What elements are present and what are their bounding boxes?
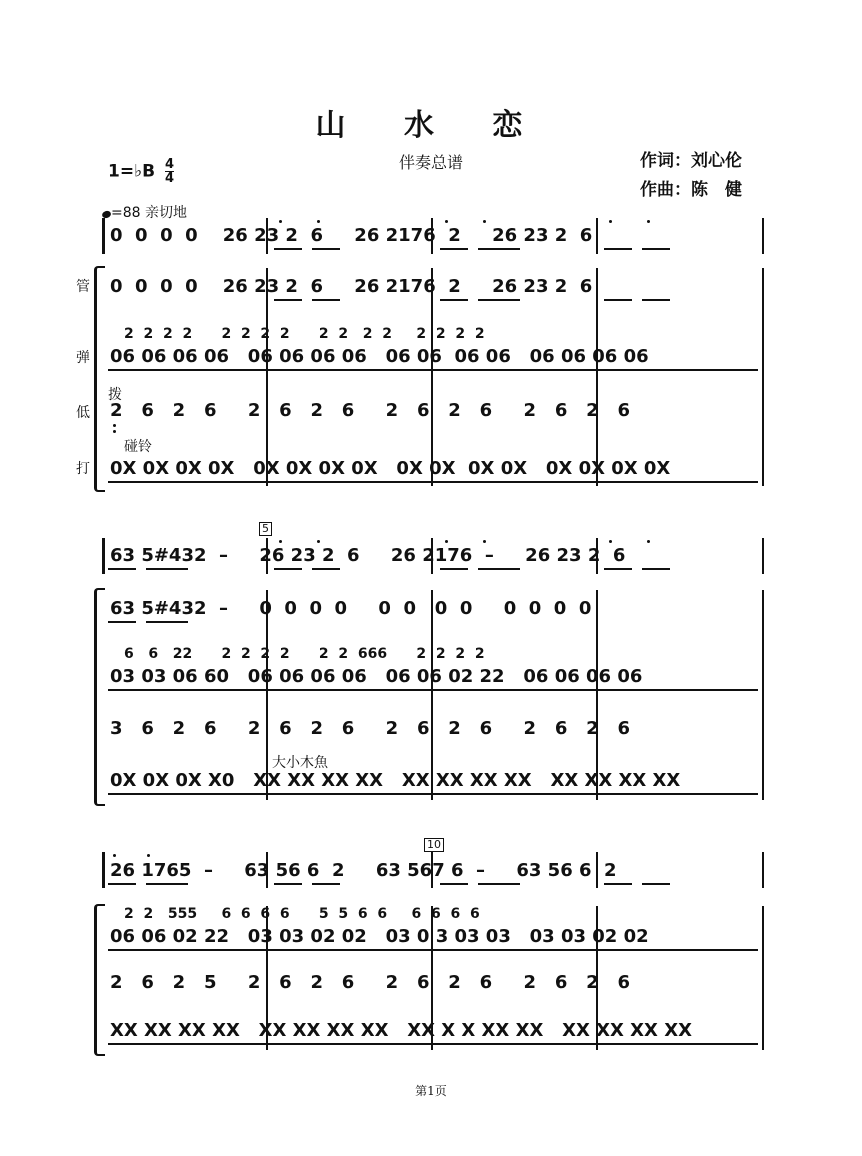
octave-dot — [317, 540, 320, 543]
barline — [266, 268, 268, 486]
octave-dot — [279, 220, 282, 223]
beam — [604, 883, 632, 885]
beam — [312, 248, 340, 250]
time-bottom: 4 — [164, 171, 175, 186]
tan-row: 03 03 06 60 06 06 06 06 06 06 02 22 06 06 06 06 — [110, 666, 643, 687]
beam — [642, 248, 670, 250]
di-row: 2 6 2 5 2 6 2 6 2 6 2 6 2 6 2 6 — [110, 972, 630, 993]
tan-row: 06 06 02 22 03 03 02 02 03 0 3 03 03 03 03 02 02 — [110, 926, 649, 947]
system-2-top-bar — [102, 538, 105, 574]
guan-row: 0 0 0 0 26 23 2 6 26 2176 2 26 23 2 6 — [110, 276, 593, 297]
beam — [146, 883, 188, 885]
barline — [596, 268, 598, 486]
beam — [312, 299, 340, 301]
beam-row — [108, 1043, 758, 1045]
time-signature — [165, 158, 174, 185]
beam — [478, 883, 520, 885]
beam — [478, 248, 520, 250]
instrument-label-tan: 弹 — [76, 350, 90, 366]
pluck-annotation: 拨 — [108, 387, 122, 403]
octave-dot — [609, 220, 612, 223]
octave-dot — [113, 430, 116, 433]
instrument-label-di: 低 — [76, 405, 90, 421]
tempo-marking — [102, 202, 187, 222]
beam-row — [108, 949, 758, 951]
melody-row: 63 5#432 – 26 23 2 6 26 2176 – 26 23 2 6 — [110, 545, 626, 566]
barline — [762, 906, 764, 1050]
tan-upper-row: 2 2 555 6 6 6 6 5 5 6 6 6 6 6 6 — [124, 906, 480, 922]
octave-dot — [113, 424, 116, 427]
beam — [274, 883, 302, 885]
beam — [274, 568, 302, 570]
beam — [478, 568, 520, 570]
beam — [312, 883, 340, 885]
beam — [642, 299, 670, 301]
system-1-top-bar — [102, 218, 105, 254]
key-signature — [108, 158, 174, 185]
beam — [642, 883, 670, 885]
barline — [596, 218, 598, 254]
system-2-bracket — [94, 588, 105, 806]
beam — [478, 299, 520, 301]
beam-row — [108, 793, 758, 795]
beam — [604, 299, 632, 301]
barline — [762, 538, 764, 574]
octave-dot — [609, 540, 612, 543]
beam — [604, 248, 632, 250]
barline — [266, 590, 268, 800]
rehearsal-mark-10: 10 — [424, 838, 444, 852]
beam — [108, 621, 136, 623]
instrument-label-guan: 管 — [76, 279, 90, 295]
barline — [762, 268, 764, 486]
woodblock-annotation: 大小木魚 — [272, 755, 328, 771]
key-label: 1=♭B — [108, 161, 156, 182]
barline — [431, 590, 433, 800]
octave-dot — [483, 220, 486, 223]
octave-dot — [647, 540, 650, 543]
instrument-label-da: 打 — [76, 461, 90, 477]
beam-row — [108, 481, 758, 483]
beam — [440, 883, 468, 885]
beam — [312, 568, 340, 570]
beam — [274, 299, 302, 301]
octave-dot — [113, 854, 116, 857]
barline — [431, 268, 433, 486]
da-row: XX XX XX XX XX XX XX XX XX X X XX XX XX XX XX XX — [110, 1020, 692, 1041]
beam-row — [108, 369, 758, 371]
tan-upper-row: 6 6 22 2 2 2 2 2 2 666 2 2 2 2 — [124, 646, 485, 662]
lyricist-credit: 作词：刘心伦 — [640, 151, 742, 171]
tan-row: 06 06 06 06 06 06 06 06 06 06 06 06 06 06 06 06 — [110, 346, 649, 367]
rehearsal-mark-5: 5 — [259, 522, 272, 536]
barline — [762, 852, 764, 888]
octave-dot — [445, 540, 448, 543]
barline — [762, 590, 764, 800]
tan-upper-row: 2 2 2 2 2 2 2 2 2 2 2 2 2 2 2 2 — [124, 326, 485, 342]
composer-credit: 作曲：陈 健 — [640, 180, 742, 200]
tempo-text: =88 亲切地 — [111, 205, 187, 221]
octave-dot — [647, 220, 650, 223]
beam — [108, 568, 136, 570]
octave-dot — [279, 540, 282, 543]
octave-dot — [483, 540, 486, 543]
beam-row — [108, 689, 758, 691]
beam — [440, 568, 468, 570]
beam — [440, 299, 468, 301]
da-row: 0X 0X 0X X0 XX XX XX XX XX XX XX XX XX XX XX XX — [110, 770, 681, 791]
di-row: 3 6 2 6 2 6 2 6 2 6 2 6 2 6 2 6 — [110, 718, 630, 739]
time-top: 4 — [164, 157, 175, 172]
melody-row: 0 0 0 0 26 23 2 6 26 2176 2 26 23 2 6 — [110, 225, 593, 246]
octave-dot — [445, 220, 448, 223]
beam — [146, 568, 188, 570]
beam — [274, 248, 302, 250]
guan-row: 63 5#432 – 0 0 0 0 0 0 0 0 0 0 0 0 — [110, 598, 592, 619]
score-subtitle: 伴奏总谱 — [398, 153, 463, 172]
barline — [596, 590, 598, 800]
score-title: 山 水 恋 — [315, 108, 547, 143]
da-row: 0X 0X 0X 0X 0X 0X 0X 0X 0X 0X 0X 0X 0X 0X 0X 0X — [110, 458, 671, 479]
system-1-bracket — [94, 266, 105, 492]
beam — [604, 568, 632, 570]
beam — [108, 883, 136, 885]
beam — [642, 568, 670, 570]
octave-dot — [147, 854, 150, 857]
beam — [146, 621, 188, 623]
system-3-top-bar — [102, 852, 105, 888]
bells-annotation: 碰铃 — [124, 439, 152, 455]
octave-dot — [317, 220, 320, 223]
melody-row: 26 1765 – 63 56 6 2 63 567 6 – 63 56 6 2 — [110, 860, 617, 881]
barline — [762, 218, 764, 254]
di-row: 2 6 2 6 2 6 2 6 2 6 2 6 2 6 2 6 — [110, 400, 630, 421]
system-3-bracket — [94, 904, 105, 1056]
page-number: 第1页 — [415, 1084, 447, 1098]
beam — [440, 248, 468, 250]
